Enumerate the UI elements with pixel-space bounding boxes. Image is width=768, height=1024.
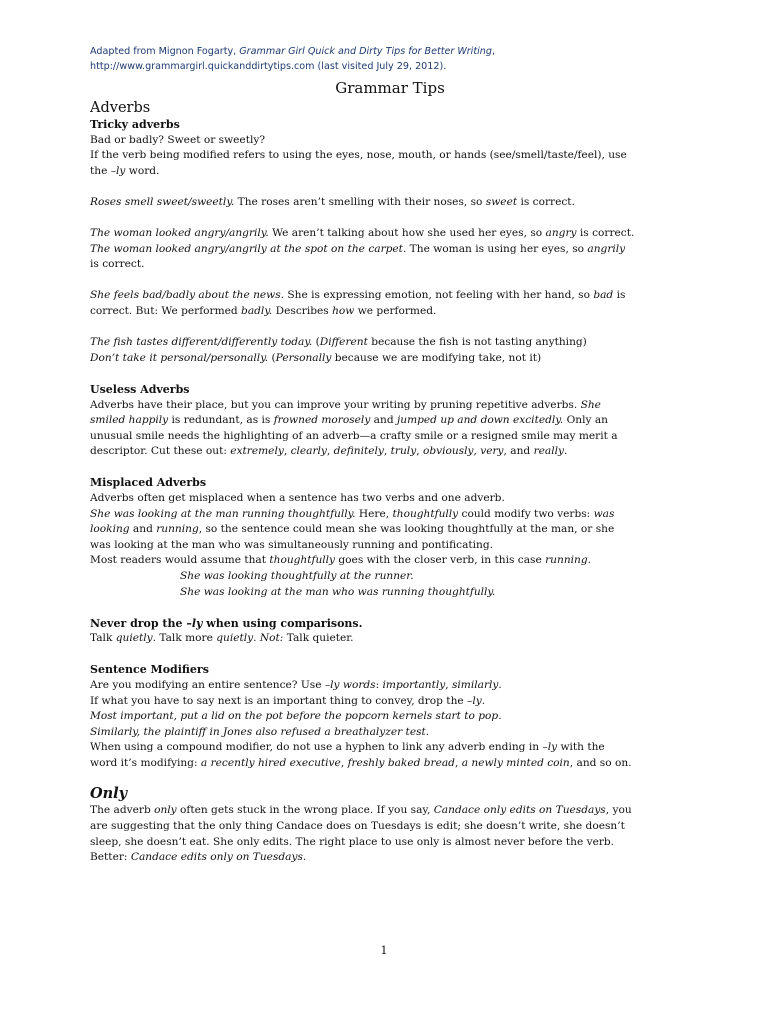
text-run: (	[312, 336, 320, 349]
source-author: Adapted from Mignon Fogarty,	[90, 46, 240, 57]
text-run: is redundant, as is	[168, 414, 274, 427]
section-heading-only: Only	[90, 785, 128, 803]
text-run: ,	[473, 445, 481, 458]
text-run: The woman looked angry/angrily.	[90, 227, 269, 240]
text-run: If what you have to say next is an important thing to convey, drop the	[90, 694, 468, 707]
text-run: angrily	[587, 242, 626, 255]
text-run: thoughtfully	[269, 554, 336, 567]
text-run: .	[498, 678, 502, 691]
text-run: word.	[125, 164, 160, 177]
text-run: The adverb	[90, 804, 155, 817]
example-line	[90, 288, 690, 304]
paragraph-line	[90, 803, 690, 819]
source-url: http://www.grammargirl.quickanddirtytips.com (last visited July 29, 2012).	[90, 61, 447, 72]
text-run: , and so on.	[569, 756, 632, 769]
text-run: .	[564, 445, 568, 458]
text-run: often gets stuck in the wrong place. If you say,	[176, 804, 434, 817]
paragraph-line	[90, 850, 690, 866]
text-run: because the fish is not tasting anything)	[367, 336, 587, 349]
text-run: . Talk more	[152, 632, 217, 645]
example-line	[90, 226, 690, 242]
paragraph-line	[90, 553, 690, 569]
indented-example: She was looking at the man who was running thoughtfully.	[180, 585, 496, 598]
text-run: –ly	[542, 741, 558, 754]
text-run: quietly	[216, 632, 254, 645]
text-run: could modify two verbs:	[458, 507, 594, 520]
text-run: , and	[503, 445, 534, 458]
text-run: Candace edits only on Tuesdays	[130, 851, 303, 864]
text-run: extremely	[230, 445, 284, 458]
text-run: Not:	[259, 632, 284, 645]
text-run: smiled happily	[90, 414, 169, 427]
text-run: thoughtfully	[392, 507, 459, 520]
text-run: angry	[545, 227, 577, 240]
example-line	[90, 242, 690, 258]
indented-example: She was looking thoughtfully at the runner.	[180, 569, 414, 582]
text-run: running	[156, 523, 199, 536]
text-run: Only an	[563, 414, 608, 427]
text-run: goes with the closer verb, in this case	[335, 554, 546, 567]
text-run: (	[268, 351, 276, 364]
text-run: we performed.	[354, 305, 437, 318]
text-run: –ly	[110, 164, 126, 177]
text-run: .	[253, 632, 260, 645]
example-line	[90, 335, 690, 351]
paragraph-line: was looking at the man who was simultaneously running and pontificating.	[90, 538, 494, 551]
subheading-misplaced-adverbs: Misplaced Adverbs	[90, 476, 207, 490]
text-run: and	[370, 414, 397, 427]
text-run: frowned morosely	[273, 414, 371, 427]
text-run: She is expressing emotion, not feeling with her hand, so	[284, 289, 594, 302]
paragraph-line	[90, 631, 690, 647]
source-book-title: Grammar Girl Quick and Dirty Tips for Better Writing	[239, 46, 492, 57]
paragraph-line	[90, 756, 690, 772]
text-run: importantly	[382, 678, 446, 691]
source-line-1	[90, 44, 690, 59]
text-run: –ly	[467, 694, 482, 707]
text-run: Are you modifying an entire sentence? Use	[90, 678, 325, 691]
text-run: with the	[557, 741, 605, 754]
text-run: truly	[390, 445, 417, 458]
text-run: ,	[454, 756, 462, 769]
text-run: , you	[605, 804, 632, 817]
paragraph-line	[90, 740, 690, 756]
text-run: , so the sentence could mean she was looking thoughtfully at the man, or she	[198, 523, 615, 536]
text-run: .	[481, 694, 486, 707]
paragraph-line: If the verb being modified refers to using the eyes, nose, mouth, or hands (see/smell/taste/feel), use	[90, 149, 627, 162]
text-run: similarly	[451, 678, 499, 691]
text-run: quietly	[115, 632, 153, 645]
text-run: Most readers would assume that	[90, 554, 270, 567]
page-number: 1	[380, 944, 388, 957]
text-run: only	[154, 804, 177, 817]
document-page	[90, 44, 690, 866]
source-comma: ,	[491, 46, 495, 57]
text-run: We aren’t talking about how she used her eyes, so	[268, 227, 546, 240]
subheading-never-drop-ly	[90, 616, 690, 632]
text-run: when using comparisons.	[202, 616, 363, 630]
text-run: The roses aren’t smelling with their noses, so	[234, 195, 486, 208]
text-run: When using a compound modifier, do not use a hyphen to link any adverb ending in	[90, 741, 543, 754]
text-run: ,	[383, 445, 391, 458]
page-title: Grammar Tips	[335, 79, 445, 97]
text-run: Talk quieter.	[283, 632, 354, 645]
text-run: Most important, put a lid on the pot before the popcorn kernels start to pop.	[90, 710, 502, 723]
paragraph-line	[90, 413, 690, 429]
text-run: ,	[326, 445, 334, 458]
paragraph-line: sleep, she doesn’t eat. She only edits. The right place to use only is almost never before the verb.	[90, 835, 615, 848]
text-run: Candace only edits on Tuesdays	[433, 804, 606, 817]
text-run: how	[332, 305, 355, 318]
text-run: Different	[319, 336, 368, 349]
text-run: is	[613, 289, 626, 302]
text-run: sweet	[485, 195, 518, 208]
text-run: ,	[283, 445, 291, 458]
text-run: ,	[340, 756, 348, 769]
text-run: Similarly, the plaintiff in Jones also refused a breathalyzer test.	[90, 725, 430, 738]
text-run: Roses smell sweet/sweetly.	[90, 195, 235, 208]
text-run: very	[480, 445, 504, 458]
paragraph-line	[90, 694, 690, 710]
text-run: Personally	[275, 351, 332, 364]
text-run: The woman is using her eyes, so	[406, 242, 588, 255]
text-run: is correct.	[517, 195, 575, 208]
text-run: She	[580, 398, 601, 411]
text-run: :	[375, 678, 383, 691]
text-run: Here,	[355, 507, 393, 520]
text-run: bad	[593, 289, 614, 302]
example-line	[90, 304, 690, 320]
text-run: correct. But: We performed	[90, 305, 242, 318]
text-run: Don’t take it personal/personally.	[90, 351, 269, 364]
text-run: word it’s modifying:	[90, 756, 201, 769]
text-run: badly.	[241, 305, 273, 318]
text-run: running	[545, 554, 588, 567]
text-run: She was looking at the man running thoughtfully.	[90, 507, 356, 520]
text-run: is correct.	[576, 227, 635, 240]
text-run: ,	[445, 678, 452, 691]
subheading-tricky-adverbs: Tricky adverbs	[90, 118, 180, 131]
text-run: jumped up and down excitedly.	[396, 414, 564, 427]
text-run: a newly minted coin	[461, 756, 570, 769]
text-run: .	[587, 554, 592, 567]
text-run: Never drop the	[90, 616, 187, 630]
text-run: obviously	[422, 445, 474, 458]
text-run: because we are modifying take, not it)	[331, 351, 542, 364]
paragraph-line: Bad or badly? Sweet or sweetly?	[90, 133, 266, 146]
example-line	[90, 351, 690, 367]
text-run: .	[302, 851, 307, 864]
text-run: was	[593, 507, 615, 520]
text-run: the	[90, 164, 111, 177]
subheading-sentence-modifiers: Sentence Modifiers	[90, 663, 209, 677]
example-line	[90, 725, 690, 741]
text-run: looking	[90, 523, 130, 536]
text-run: The fish tastes different/differently today.	[90, 336, 313, 349]
source-citation	[90, 44, 690, 74]
paragraph-line	[90, 398, 690, 414]
paragraph-line	[90, 507, 690, 523]
subheading-useless-adverbs: Useless Adverbs	[90, 383, 190, 396]
text-run: –ly words	[324, 678, 376, 691]
text-run: Better:	[90, 851, 131, 864]
paragraph-line	[90, 522, 690, 538]
text-run: ,	[416, 445, 423, 458]
paragraph-line	[90, 164, 690, 180]
text-run: She feels bad/badly about the news.	[90, 289, 285, 302]
paragraph-line: Adverbs often get misplaced when a sentence has two verbs and one adverb.	[90, 491, 505, 504]
example-line	[90, 709, 690, 725]
example-line: is correct.	[90, 258, 145, 271]
text-run: a recently hired executive	[200, 756, 341, 769]
example-line	[90, 195, 690, 211]
text-run: –ly	[186, 616, 203, 630]
section-heading-adverbs: Adverbs	[90, 100, 151, 116]
text-run: Talk	[90, 632, 116, 645]
text-run: descriptor. Cut these out:	[90, 445, 231, 458]
paragraph-line	[90, 678, 690, 694]
text-run: The woman looked angry/angrily at the spot on the carpet.	[90, 242, 407, 255]
paragraph-line: are suggesting that the only thing Candace does on Tuesdays is edit; she doesn’t write, she doesn’t	[90, 820, 625, 833]
text-run: Adverbs have their place, but you can improve your writing by pruning repetitive adverbs.	[90, 398, 581, 411]
paragraph-line: unusual smile needs the highlighting of an adverb—a crafty smile or a resigned smile may merit a	[90, 429, 618, 442]
text-run: and	[129, 523, 157, 536]
text-run: clearly	[290, 445, 327, 458]
text-run: Describes	[272, 305, 333, 318]
paragraph-line	[90, 444, 690, 460]
text-run: definitely	[333, 445, 384, 458]
text-run: really	[533, 445, 564, 458]
text-run: freshly baked bread	[347, 756, 455, 769]
